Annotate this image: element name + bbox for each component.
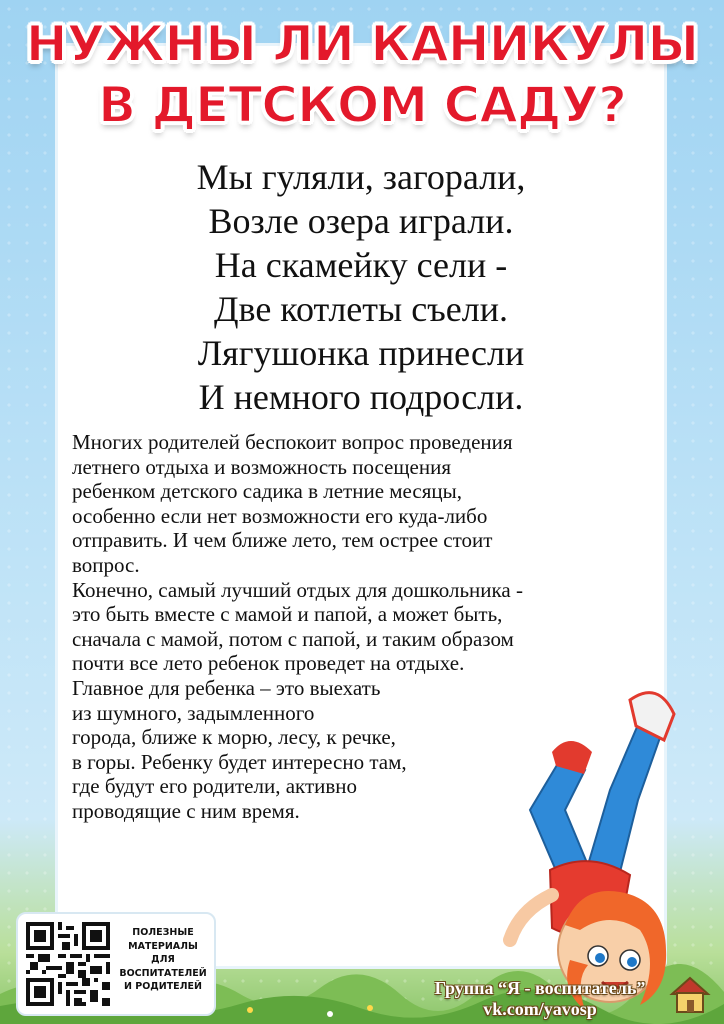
credit-block: [400, 978, 680, 1020]
qr-caption-line: МАТЕРИАЛЫ: [128, 940, 198, 952]
qr-caption-line: ВОСПИТАТЕЛЕЙ: [119, 967, 207, 979]
title-line-1: НУЖНЫ ЛИ КАНИКУЛЫ: [25, 15, 699, 73]
poem: [58, 155, 664, 419]
qr-caption-line: ДЛЯ: [151, 954, 175, 965]
text-line: где будут его родители, активно: [72, 774, 358, 799]
qr-code-icon[interactable]: [26, 922, 110, 1006]
text-line: проводящие с ним время.: [72, 798, 300, 823]
cartoon-boy-illustration: [490, 660, 690, 1020]
qr-caption-line: И РОДИТЕЛЕЙ: [123, 981, 202, 992]
text-line: города, ближе к морю, лесу, к речке,: [72, 725, 396, 750]
text-line: летнего отдыха и возможность посещения: [72, 454, 451, 479]
qr-card[interactable]: [16, 912, 216, 1016]
text-line: в горы. Ребенку будет интересно там,: [72, 749, 407, 774]
poem-line: Лягушонка принесли: [197, 333, 525, 373]
poem-line: И немного подросли.: [198, 377, 524, 417]
qr-caption-line: ПОЛЕЗНЫЕ: [132, 927, 194, 938]
text-line: это быть вместе с мамой и папой, а может быть,: [72, 602, 503, 627]
group-name: Группа “Я - воспитатель”: [434, 978, 646, 998]
text-line: Главное для ребенка – это выехать: [72, 675, 381, 700]
text-line: отправить. И чем ближе лето, тем острее стоит: [72, 528, 493, 553]
poem-line: Возле озера играли.: [208, 201, 514, 241]
house-logo-icon: [668, 972, 712, 1016]
text-line: Конечно, самый лучший отдых для дошкольника -: [72, 577, 523, 602]
qr-card-caption: [118, 926, 208, 994]
article-paragraph-1: [72, 430, 662, 578]
text-line: сначала с мамой, потом с папой, и таким образом: [72, 626, 514, 651]
text-line: Многих родителей беспокоит вопрос проведения: [72, 430, 513, 454]
text-line: ребенком детского садика в летние месяцы,: [72, 479, 462, 504]
text-line: из шумного, задымленного: [72, 700, 315, 725]
poem-line: Мы гуляли, загорали,: [196, 157, 526, 197]
poem-line: На скамейку сели -: [214, 245, 508, 285]
title-line-2: В ДЕТСКОМ САДУ?: [97, 76, 627, 134]
text-line: особенно если нет возможности его куда-либо: [72, 503, 488, 528]
text-line: вопрос.: [72, 552, 140, 577]
vk-link[interactable]: vk.com/yavosp: [483, 999, 597, 1019]
poem-line: Две котлеты съели.: [213, 289, 508, 329]
text-line: почти все лето ребенок проведет на отдыхе.: [72, 651, 465, 676]
